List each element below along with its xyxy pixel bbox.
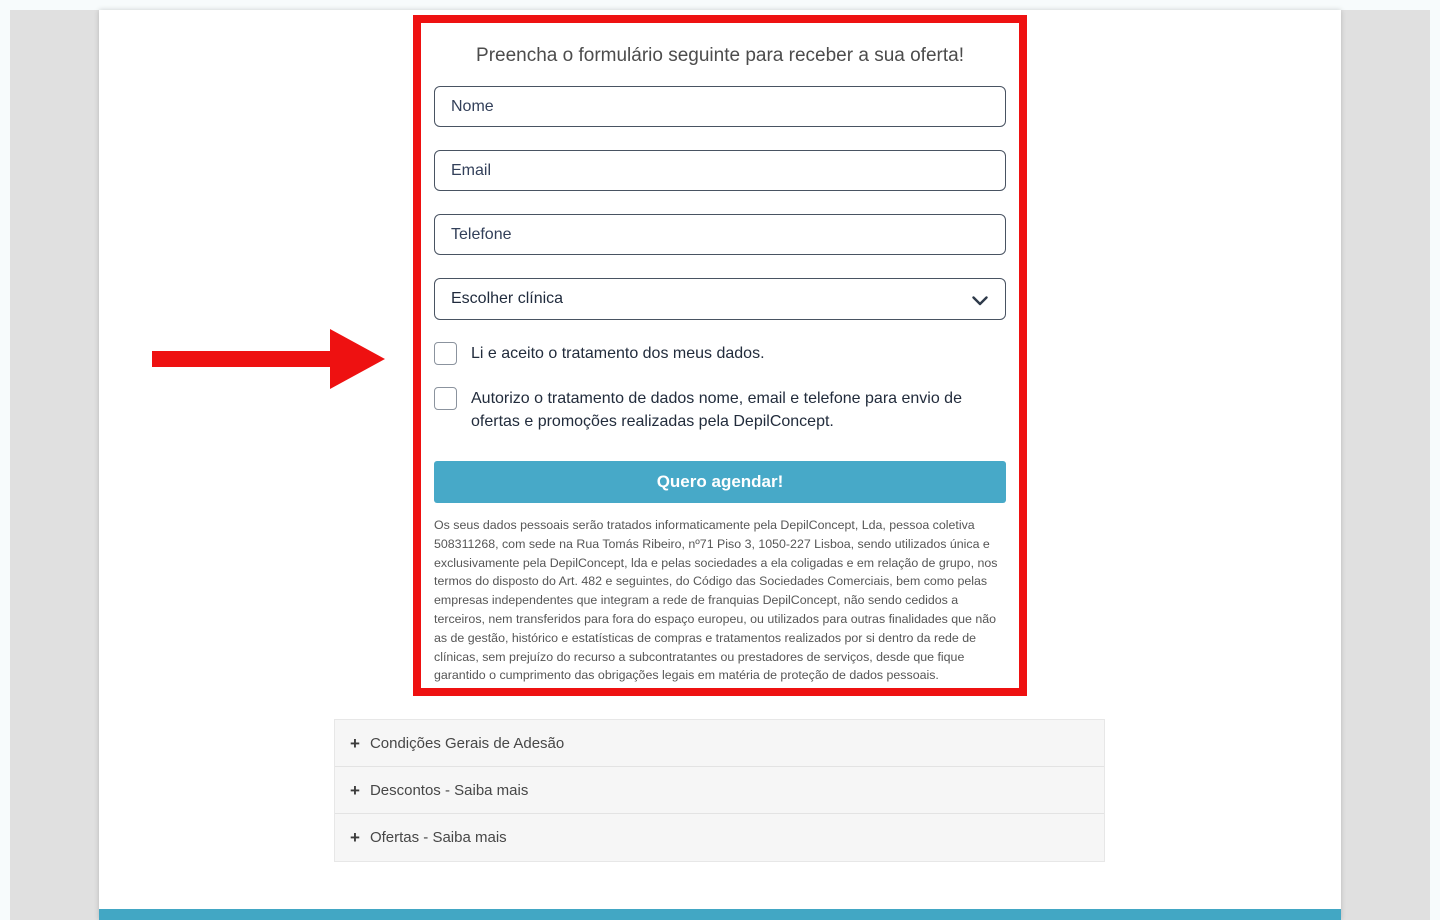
email-input[interactable] [434,150,1006,191]
accordion-item-condicoes[interactable] [335,720,1104,767]
plus-icon: + [350,733,360,753]
consent-label-1: Li e aceito o tratamento dos meus dados. [471,345,765,362]
right-gray-band [1341,10,1430,920]
consent-row-2 [434,387,1006,433]
name-input[interactable] [434,86,1006,127]
plus-icon: + [350,828,360,847]
footer-bar [99,909,1341,920]
submit-button[interactable]: Quero agendar! [434,461,1006,503]
consent-label-2: Autorizo o tratamento de dados nome, email e telefone para envio de ofertas e promoções realizadas pela DepilConcept. [471,390,962,430]
plus-icon: + [350,780,360,800]
annotation-arrow-head [330,329,385,389]
annotation-arrow-shaft [152,351,331,367]
accordion-item-ofertas[interactable] [335,814,1104,861]
clinic-select[interactable] [434,278,1006,320]
chevron-down-icon [972,296,988,306]
phone-input[interactable] [434,214,1006,255]
accordion-label: Descontos - Saiba mais [369,781,529,799]
consent-checkbox-2[interactable] [434,387,457,410]
left-gray-band [10,10,99,920]
consent-checkbox-1[interactable] [434,342,457,365]
form-title: Preencha o formulário seguinte para receber a sua oferta! [476,45,964,66]
clinic-select-value: Escolher clínica [451,290,564,307]
webpage-content [99,10,1341,920]
accordion-label: Condições Gerais de Adesão [369,734,565,752]
offer-form [413,15,1027,696]
accordion-item-descontos[interactable] [335,767,1104,814]
accordion [334,719,1105,862]
consent-row-1 [434,342,1006,365]
accordion-label: Ofertas - Saiba mais [369,829,507,846]
privacy-legal-text: Os seus dados pessoais serão tratados informaticamente pela DepilConcept, Lda, pessoa coletiva 508311268, com sede na Rua Tomás Ribeiro, nº71 Piso 3, 1050-227 Lisboa, sendo utilizados única e exclusivamente pela DepilConcept, lda e pelas sociedades a ela coligadas e em relação de grupo, nos termos do disposto do Art. 482 e seguintes, do Código das Sociedades Comerciais, bem como pelas empresas independentes que integram a rede de franquias DepilConcept, não sendo cedidos a terceiros, nem transferidos para fora do espaço europeu, ou utilizados para outras finalidades que não as de gestão, histórico e estatísticas de compras e tratamentos realizados por si dentro da rede de clínicas, sem prejuízo do recurso a subcontratantes ou prestadores de serviços, desde que fique garantido o cumprimento das obrigações legais em matéria de proteção de dados pessoais. [434,518,998,683]
